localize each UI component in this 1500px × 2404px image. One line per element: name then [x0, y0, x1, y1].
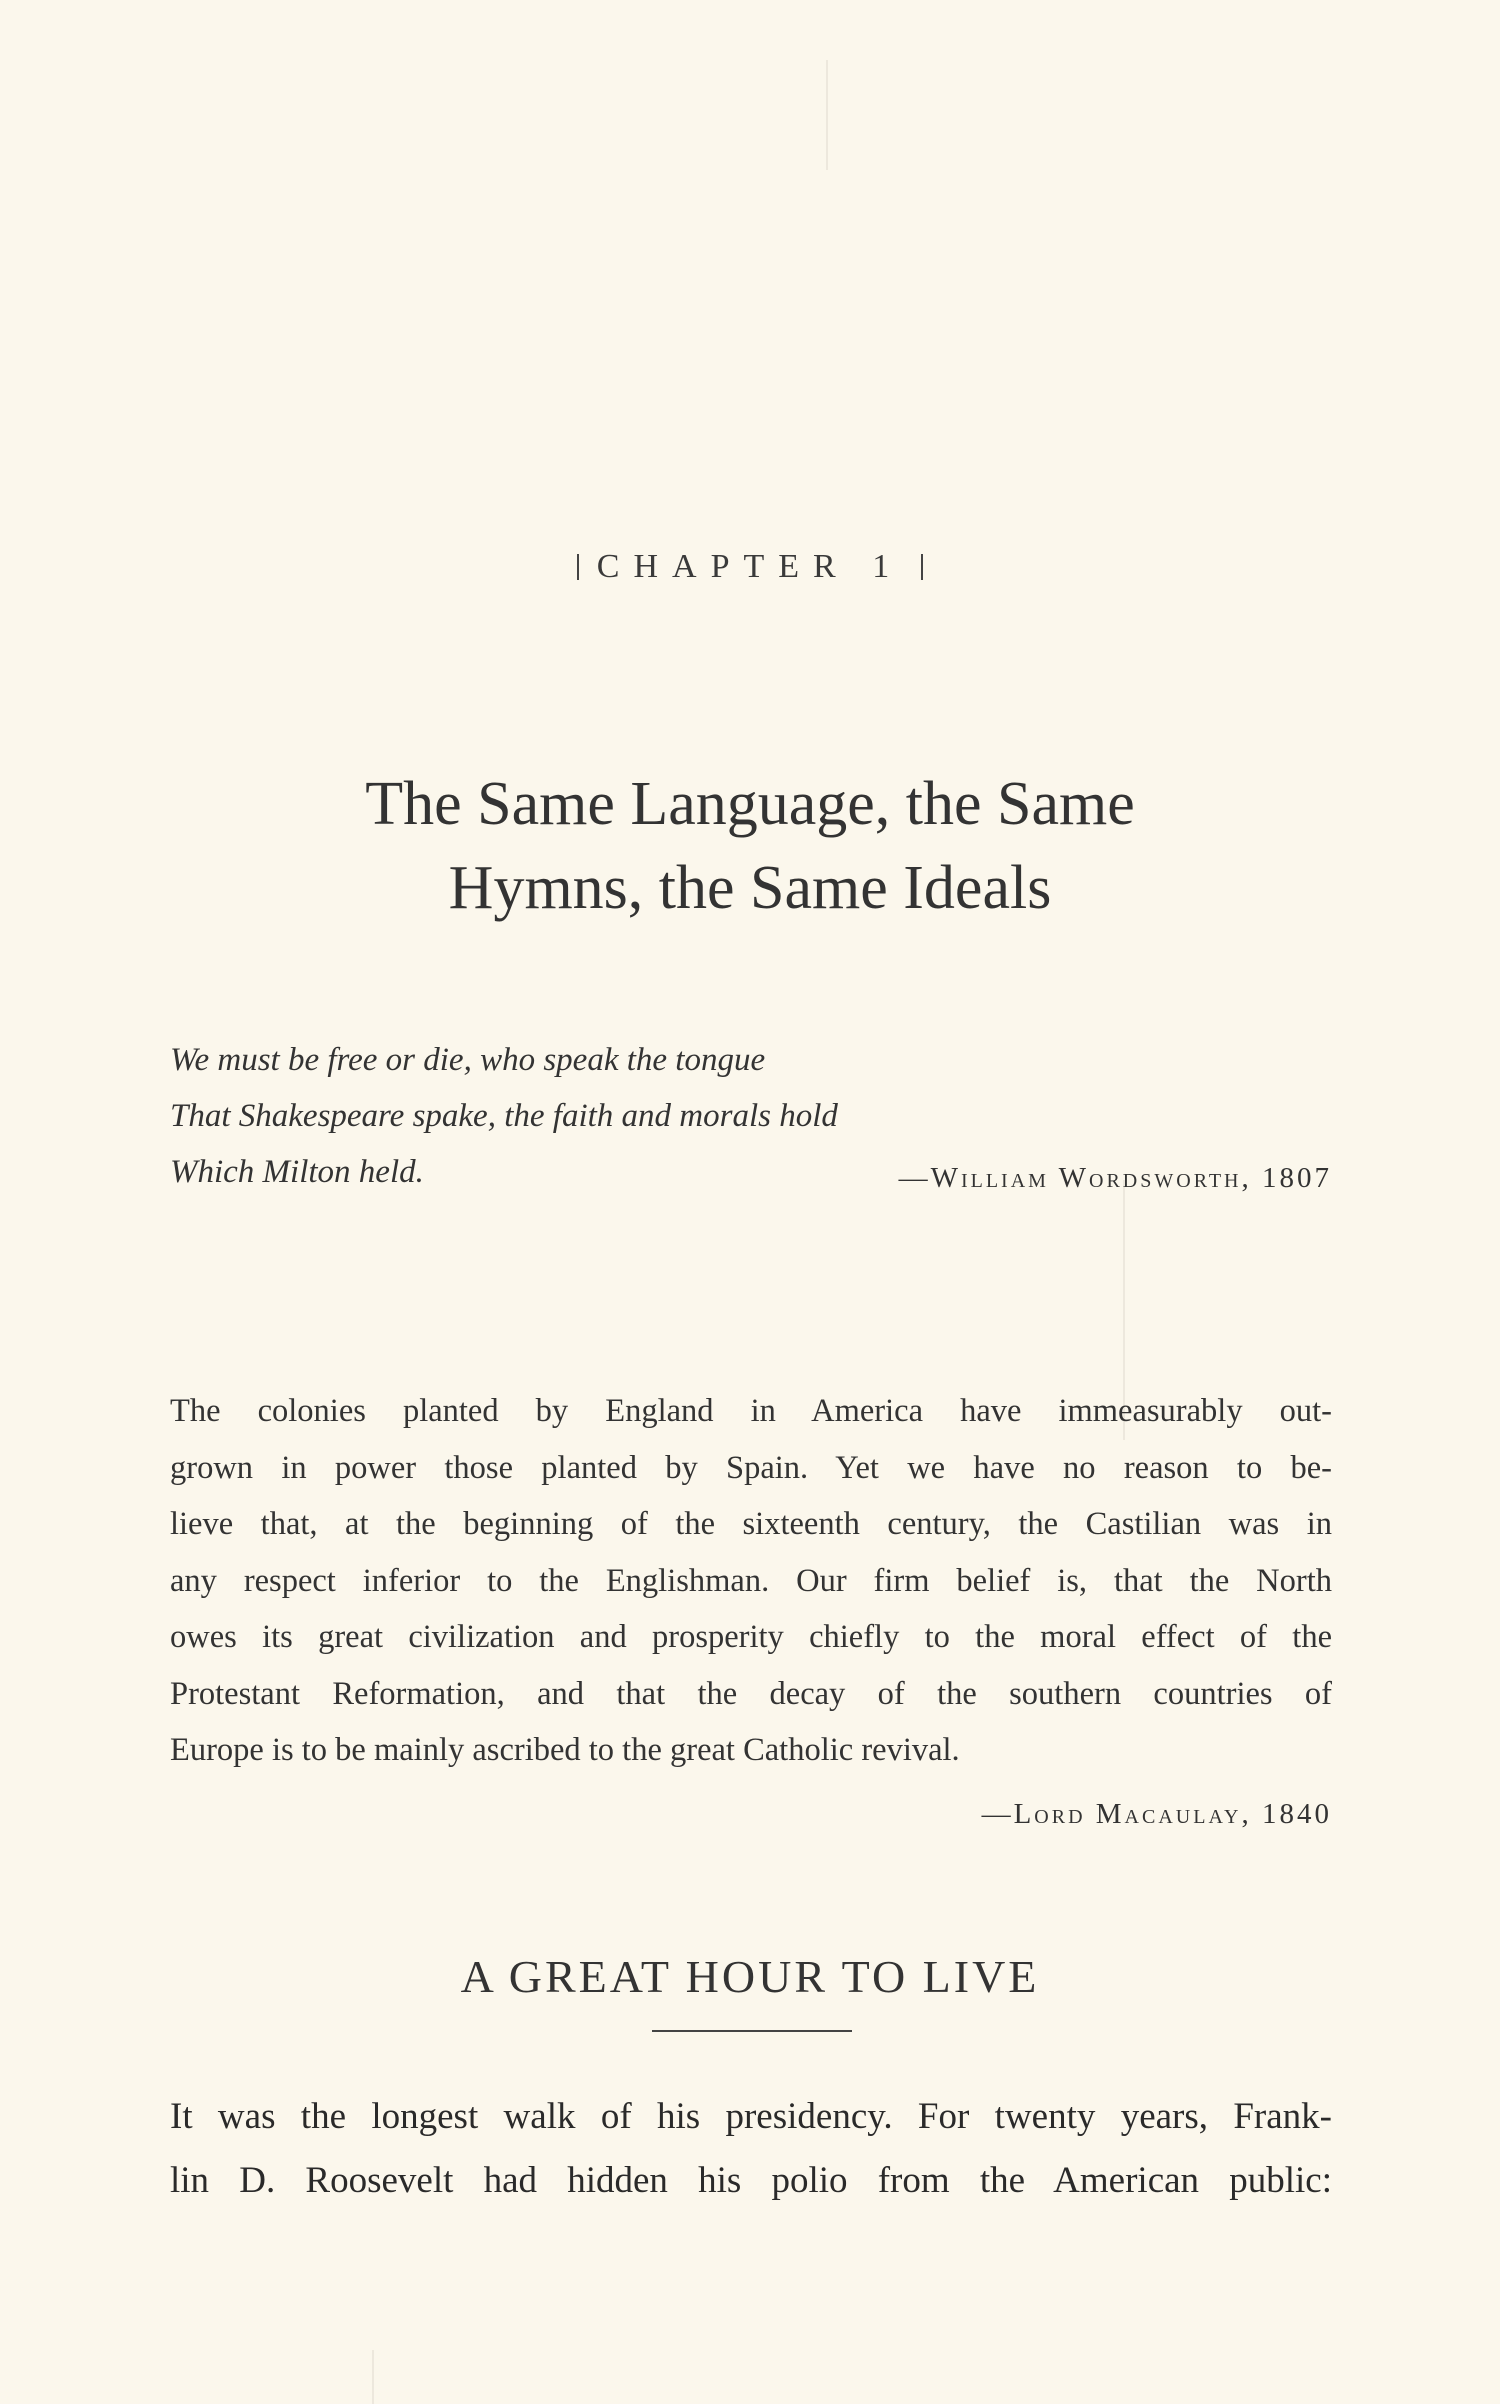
verse-line: Which Milton held. [170, 1154, 424, 1190]
prose-line: owes its great civilization and prosperity chiefly to the moral effect of the [170, 1619, 1332, 1655]
chapter-bar-left [577, 554, 579, 580]
section-rule [652, 2030, 852, 2032]
verse-line: We must be free or die, who speak the tongue [170, 1042, 766, 1078]
chapter-bar-right [921, 554, 923, 580]
chapter-heading [0, 548, 1500, 586]
body-line: lin D. Roosevelt had hidden his polio from the American public: [170, 2160, 1332, 2201]
epigraph-prose [170, 1383, 1332, 1779]
body-text [170, 2085, 1332, 2213]
prose-line: lieve that, at the beginning of the sixteenth century, the Castilian was in [170, 1506, 1332, 1542]
chapter-label: CHAPTER 1 [596, 548, 904, 585]
chapter-title [0, 762, 1500, 930]
body-line: It was the longest walk of his presidency. For twenty years, Frank- [170, 2096, 1332, 2137]
scan-artifact [372, 2350, 374, 2404]
section-heading: A GREAT HOUR TO LIVE [460, 1951, 1040, 2002]
verse-line: That Shakespeare spake, the faith and morals hold [170, 1098, 838, 1134]
prose-line: Europe is to be mainly ascribed to the great Catholic revival. [170, 1732, 960, 1768]
prose-line: The colonies planted by England in America have immeasurably out- [170, 1393, 1332, 1429]
chapter-title-line: The Same Language, the Same [365, 770, 1135, 838]
prose-line: Protestant Reformation, and that the decay of the southern countries of [170, 1675, 1332, 1712]
chapter-title-line: Hymns, the Same Ideals [448, 854, 1052, 922]
scan-artifact [826, 60, 828, 170]
prose-line: grown in power those planted by Spain. Yet we have no reason to be- [170, 1449, 1332, 1486]
prose-line: any respect inferior to the Englishman. Our firm belief is, that the North [170, 1562, 1332, 1599]
epigraph-attribution: —William Wordsworth, 1807 [898, 1162, 1332, 1194]
prose-attribution: —Lord Macaulay, 1840 [981, 1798, 1332, 1830]
